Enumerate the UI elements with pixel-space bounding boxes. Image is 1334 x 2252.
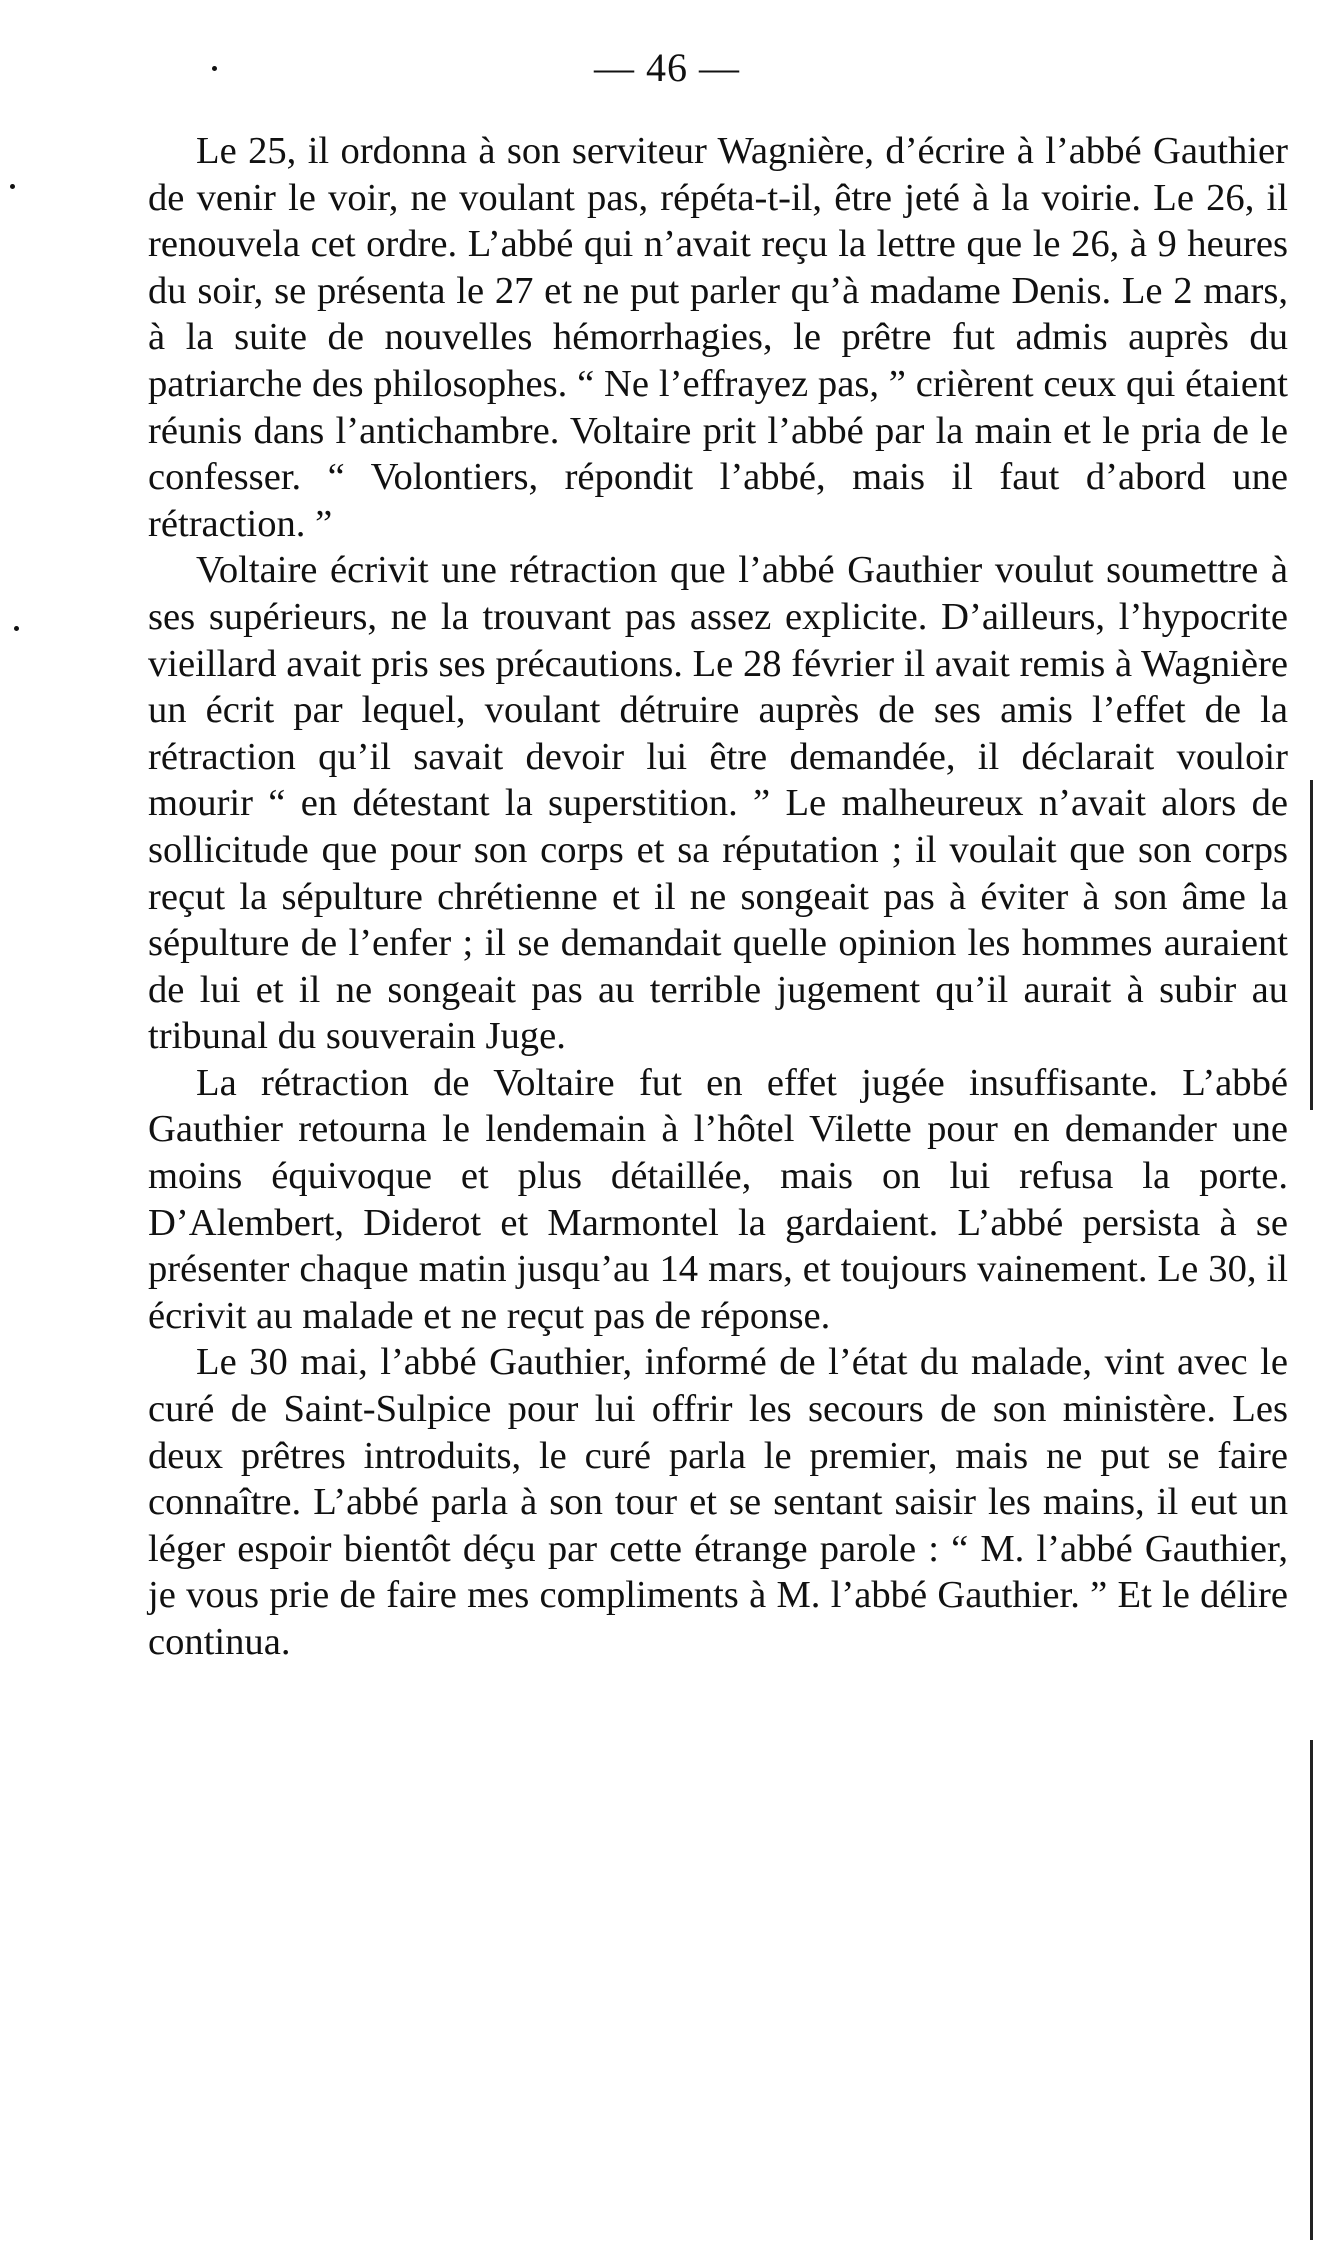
margin-dot bbox=[10, 184, 15, 189]
paragraph: Le 25, il ordonna à son serviteur Wagnière, d’écrire à l’abbé Gauthier de venir le voir, ne voulant pas, répéta-t-il, être jeté à la voirie. Le 26, il renouvela cet ordre. L’abbé qui n’avait reçu la lettre que le 26, à 9 heures du soir, se présenta le 27 et ne put parler qu’à madame Denis. Le 2 mars, à la suite de nouvelles hémorrhagies, le prêtre fut admis auprès du patriarche des philosophes. “ Ne l’effrayez pas, ” crièrent ceux qui étaient réunis dans l’antichambre. Voltaire prit l’abbé par la main et le pria de le confesser. “ Volontiers, répondit l’abbé, mais il faut d’abord une rétraction. ” bbox=[148, 130, 1288, 545]
paragraph: Le 30 mai, l’abbé Gauthier, informé de l’état du malade, vint avec le curé de Saint-Sulpice pour lui offrir les secours de son ministère. Les deux prêtres introduits, le curé parla le premier, mais ne put se faire connaître. L’abbé parla à son tour et se sentant saisir les mains, il eut un léger espoir bientôt déçu par cette étrange parole : “ M. l’abbé Gauthier, je vous prie de faire mes compliments à M. l’abbé Gauthier. ” Et le délire continua. bbox=[148, 1341, 1288, 1663]
body-text bbox=[148, 128, 1288, 1666]
page-number: — 46 — bbox=[594, 45, 740, 90]
paragraph: La rétraction de Voltaire fut en effet jugée insuffisante. L’abbé Gauthier retourna le lendemain à l’hôtel Vilette pour en demander une moins équivoque et plus détaillée, mais on lui refusa la porte. D’Alembert, Diderot et Marmontel la gardaient. L’abbé persista à se présenter chaque matin jusqu’au 14 mars, et toujours vainement. Le 30, il écrivit au malade et ne reçut pas de réponse. bbox=[148, 1061, 1288, 1337]
margin-dot bbox=[212, 66, 217, 71]
paragraph: Voltaire écrivit une rétraction que l’abbé Gauthier voulut soumettre à ses supérieurs, ne la trouvant pas assez explicite. D’ailleurs, l’hypocrite vieillard avait pris ses précautions. Le 28 février il avait remis à Wagnière un écrit par lequel, voulant détruire auprès de ses amis l’effet de la rétraction qu’il savait devoir lui être demandée, il déclarait vouloir mourir “ en détestant la superstition. ” Le malheureux n’avait alors de sollicitude que pour son corps et sa réputation ; il voulait que son corps reçut la sépulture chrétienne et il ne songeait pas à éviter à son âme la sépulture de l’enfer ; il se demandait quelle opinion les hommes auraient de lui et il ne songeait pas au terrible jugement qu’il aurait à subir au tribunal du souverain Juge. bbox=[148, 549, 1288, 1058]
margin-dot bbox=[14, 626, 19, 631]
margin-rule bbox=[1310, 1740, 1313, 2240]
margin-rule bbox=[1310, 780, 1313, 1110]
